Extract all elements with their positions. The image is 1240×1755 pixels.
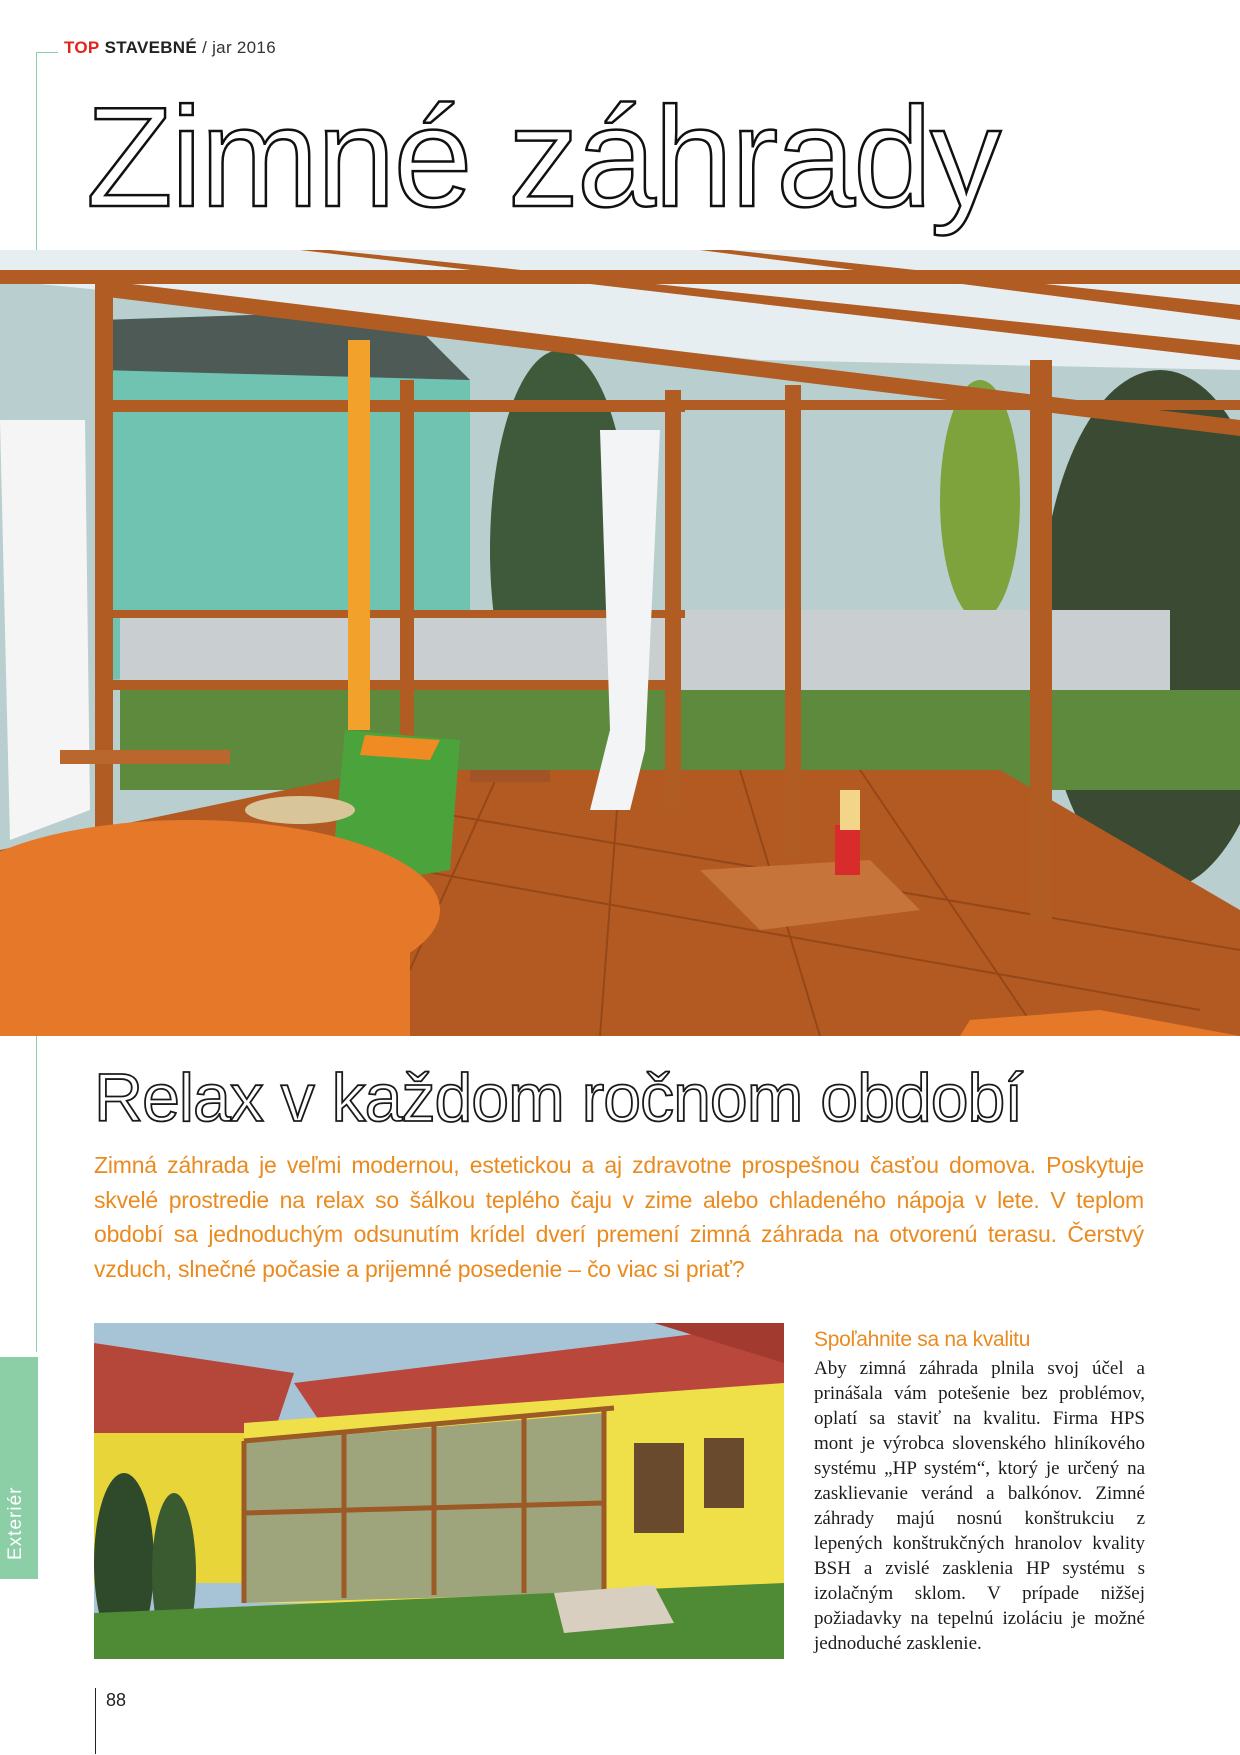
body-column	[814, 1326, 1145, 1656]
page-number: 88	[106, 1690, 127, 1710]
hero-illustration	[0, 250, 1240, 1036]
brand-top: TOP	[64, 38, 100, 57]
section-label: Exteriér	[5, 1486, 26, 1560]
section-heading: Spoľahnite sa na kvalitu	[814, 1328, 1031, 1351]
article-title	[86, 78, 999, 238]
house-illustration	[94, 1323, 784, 1659]
lead-paragraph: Zimná záhrada je veľmi modernou, estetickou a aj zdravotne prospešnou časťou domova. Poskytuje skvelé prostredie na relax so šálkou teplého čaju v zime alebo chladeného nápoja v lete. V teplom období sa jednoduchým odsunutím krídel dverí premení zimná záhrada na otvorenú terasu. Čerstvý vzduch, slnečné počasie a prijemné posedenie – čo viac si priať?	[94, 1152, 1144, 1282]
hero-photo-conservatory	[0, 250, 1240, 1036]
article-title-text: Zimné záhrady	[86, 78, 1000, 237]
body-paragraph: Aby zimná záhrada plnila svoj účel a prinášala vám potešenie bez problémov, oplatí sa staviť na kvalitu. Firma HPS mont je výrobca slovenského hliníkového systému „HP systém“, ktorý je určený na zasklievanie veránd a balkónov. Zimné záhrady majú nosnú konštrukciu z lepených konštrukčných hranolov kvality BSH a zvislé zasklenia HP systému s izolačným sklom. V prípade nižšej požiadavky na tepelnú izoláciu je možné jednoduché zasklenie.	[814, 1358, 1145, 1654]
brand-magazine: STAVEBNÉ	[104, 38, 198, 57]
article-subtitle	[94, 1058, 1022, 1138]
running-head	[64, 38, 276, 58]
article-subtitle-text: Relax v každom ročnom období	[94, 1060, 1023, 1136]
margin-guide-horizontal	[36, 52, 58, 53]
page-number-rule	[95, 1688, 96, 1754]
issue-label: / jar 2016	[202, 38, 276, 57]
house-photo-exterior	[94, 1323, 784, 1659]
